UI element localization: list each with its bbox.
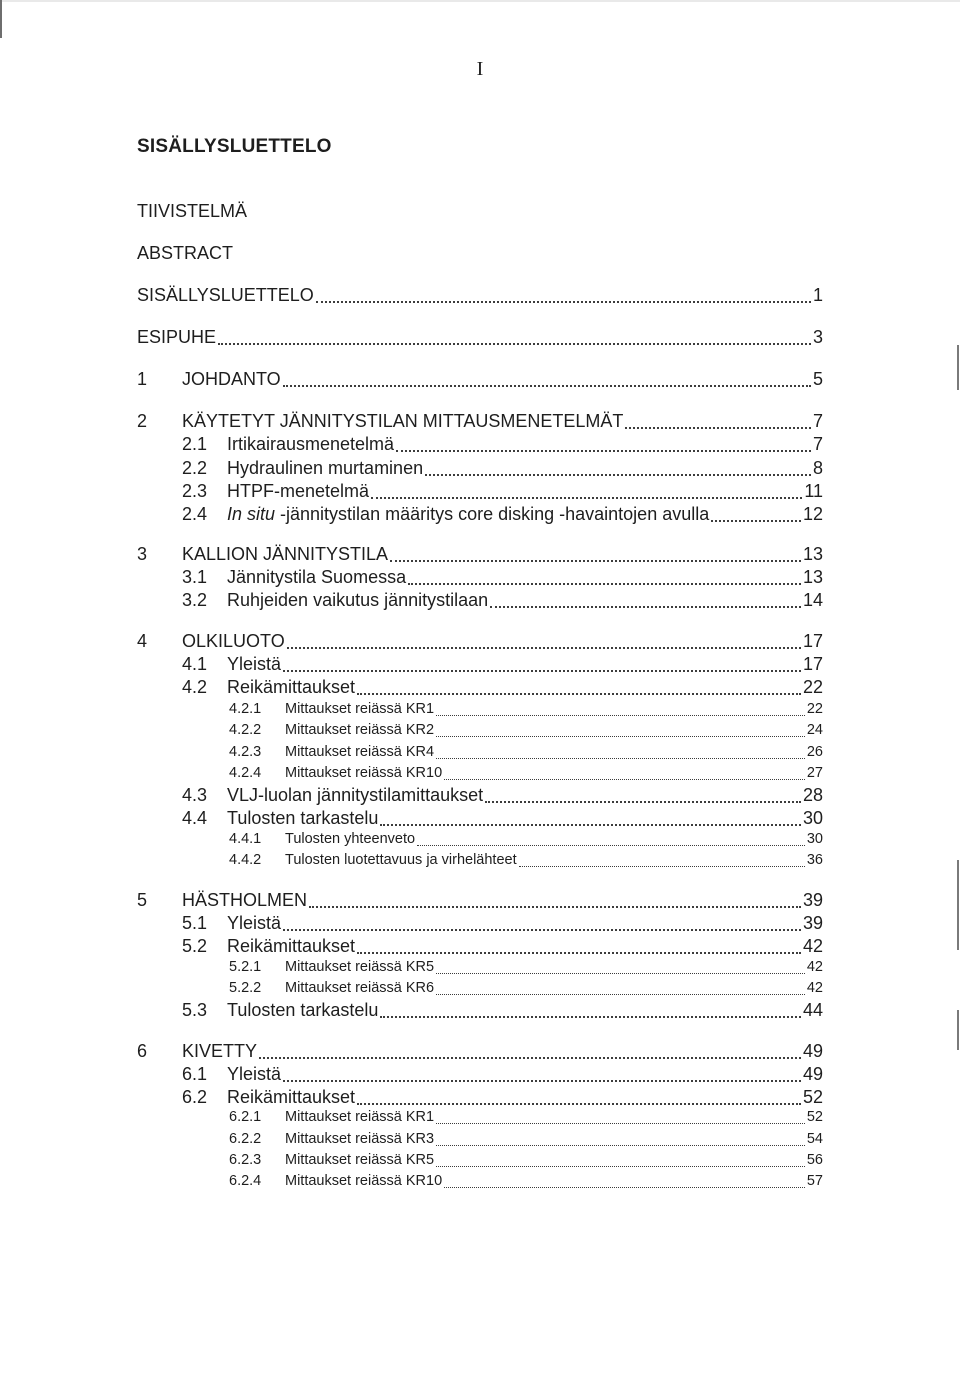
toc-entry-level-2[interactable]	[137, 785, 823, 809]
toc-entry-level-3[interactable]	[137, 831, 823, 851]
page-number: I	[476, 58, 484, 80]
toc-entry-title-text: Yleistä	[227, 913, 282, 933]
toc-entry-page: 42	[802, 936, 823, 956]
dot-leader	[436, 1145, 805, 1146]
toc-entry-number: 4.2.2	[229, 722, 262, 738]
toc-entry-number: 4.4.1	[229, 831, 262, 847]
toc-entry-level-3[interactable]	[137, 1173, 823, 1193]
toc-entry-title-text: Irtikairausmenetelmä	[227, 434, 395, 454]
toc-entry-title: ESIPUHE	[137, 327, 217, 347]
toc-entry-title-text: KALLION JÄNNITYSTILA	[182, 544, 389, 564]
toc-entry-title: ABSTRACT	[137, 243, 234, 263]
toc-entry-number: 3.2	[182, 590, 208, 610]
toc-entry-level-3[interactable]	[137, 701, 823, 721]
toc-entry-page: 17	[802, 654, 823, 674]
toc-entry-level-3[interactable]	[137, 980, 823, 1000]
toc-entry-title-text: Mittaukset reiässä KR10	[285, 1173, 443, 1189]
dot-leader	[357, 693, 801, 695]
toc-entry-number: 5.1	[182, 913, 208, 933]
toc-entry-title	[285, 831, 415, 847]
dot-leader	[380, 1016, 801, 1018]
dot-leader	[425, 474, 811, 476]
toc-entry-level-3[interactable]	[137, 1131, 823, 1151]
toc-entry-number: 4.4.2	[229, 852, 262, 868]
toc-entry-number: 2.4	[182, 504, 208, 524]
toc-entry-title-text: Mittaukset reiässä KR5	[285, 959, 435, 975]
toc-entry-number: 2.2	[182, 458, 208, 478]
toc-entry-front-matter[interactable]	[137, 243, 823, 267]
dot-leader	[309, 906, 801, 908]
toc-entry-number: 6.2.4	[229, 1173, 262, 1189]
toc-entry-number: 6.1	[182, 1064, 208, 1084]
toc-entry-title	[227, 1000, 378, 1021]
toc-entry-title-text: KÄYTETYT JÄNNITYSTILAN MITTAUSMENETELMÄT	[182, 411, 624, 431]
dot-leader	[436, 736, 805, 737]
toc-entry-level-2[interactable]	[137, 1087, 823, 1111]
dot-leader	[259, 1057, 801, 1059]
toc-entry-page: 17	[802, 631, 823, 651]
dot-leader	[380, 824, 801, 826]
toc-entry-number: 3.1	[182, 567, 208, 587]
toc-entry-title: SISÄLLYSLUETTELO	[137, 285, 314, 305]
toc-entry-title	[227, 434, 394, 455]
scan-left-edge	[0, 0, 2, 38]
toc-entry-front-matter[interactable]	[137, 201, 823, 225]
toc-entry-title-text: Tulosten luotettavuus ja virhelähteet	[285, 852, 517, 868]
toc-entry-number: 6.2.3	[229, 1152, 262, 1168]
toc-entry-title	[227, 808, 378, 829]
toc-entry-title-text: Mittaukset reiässä KR10	[285, 765, 443, 781]
toc-entry-title-text: Mittaukset reiässä KR4	[285, 744, 435, 760]
dot-leader	[519, 866, 805, 867]
toc-entry-number: 2	[137, 411, 148, 431]
toc-entry-page: 12	[802, 504, 823, 524]
toc-entry-title-text: OLKILUOTO	[182, 631, 285, 651]
toc-entry-level-2[interactable]	[137, 590, 823, 614]
dot-leader	[436, 758, 805, 759]
toc-entry-page: 22	[802, 677, 823, 697]
toc-entry-level-2[interactable]	[137, 1000, 823, 1024]
toc-entry-title-text: KIVETTY	[182, 1041, 258, 1061]
toc-entry-title	[285, 1131, 434, 1147]
toc-entry-number: 4.1	[182, 654, 208, 674]
toc-entry-number: 2.1	[182, 434, 208, 454]
toc-entry-page: 39	[802, 890, 823, 910]
toc-entry-title	[227, 785, 483, 806]
toc-entry-title-text: Mittaukset reiässä KR1	[285, 701, 435, 717]
toc-entry-number: 4.2	[182, 677, 208, 697]
dot-leader	[408, 583, 801, 585]
toc-entry-number: 3	[137, 544, 148, 564]
toc-entry-page: 14	[802, 590, 823, 610]
toc-entry-page: 5	[812, 369, 823, 389]
toc-entry-number: 5.3	[182, 1000, 208, 1020]
dot-leader	[283, 670, 801, 672]
dot-leader	[316, 301, 811, 303]
toc-entry-level-1[interactable]	[137, 631, 823, 655]
toc-entry-title	[182, 1041, 257, 1062]
toc-entry-title	[285, 722, 434, 738]
toc-entry-title	[227, 567, 406, 588]
toc-entry-title	[182, 631, 285, 652]
toc-entry-title-text: Mittaukset reiässä KR6	[285, 980, 435, 996]
dot-leader	[436, 994, 805, 995]
dot-leader	[218, 343, 811, 345]
toc-entry-title-text: Tulosten tarkastelu	[227, 808, 379, 828]
toc-entry-number: 5.2.2	[229, 980, 262, 996]
toc-entry-number: 4.2.4	[229, 765, 262, 781]
toc-entry-page: 52	[802, 1087, 823, 1107]
toc-entry-title-text: Ruhjeiden vaikutus jännitystilaan	[227, 590, 489, 610]
scan-right-edge	[957, 860, 959, 950]
toc-entry-title	[227, 1087, 355, 1108]
toc-entry-title-text: Mittaukset reiässä KR1	[285, 1109, 435, 1125]
dot-leader	[711, 520, 801, 522]
toc-entry-title	[182, 411, 623, 432]
toc-entry-title	[182, 369, 281, 390]
toc-entry-page: 57	[806, 1173, 823, 1189]
toc-entry-title	[285, 701, 434, 717]
toc-entry-number: 5	[137, 890, 148, 910]
toc-entry-level-3[interactable]	[137, 959, 823, 979]
toc-entry-title	[227, 913, 281, 934]
toc-entry-title-text: VLJ-luolan jännitystilamittaukset	[227, 785, 484, 805]
toc-entry-page: 24	[806, 722, 823, 738]
toc-entry-title	[285, 765, 442, 781]
dot-leader	[417, 845, 805, 846]
toc-entry-number: 6.2.2	[229, 1131, 262, 1147]
toc-entry-title-text: Reikämittaukset	[227, 936, 356, 956]
toc-entry-number: 4.3	[182, 785, 208, 805]
toc-entry-level-2[interactable]	[137, 913, 823, 937]
toc-entry-number: 4.2.1	[229, 701, 262, 717]
toc-entry-title-text: HTPF-menetelmä	[227, 481, 370, 501]
toc-entry-level-1[interactable]	[137, 1041, 823, 1065]
dot-leader	[396, 450, 811, 452]
dot-leader	[287, 647, 801, 649]
dot-leader	[625, 427, 811, 429]
toc-entry-title-text: Mittaukset reiässä KR3	[285, 1131, 435, 1147]
toc-entry-page: 30	[802, 808, 823, 828]
toc-entry-page: 27	[806, 765, 823, 781]
toc-entry-title	[182, 890, 307, 911]
toc-entry-page: 44	[802, 1000, 823, 1020]
toc-entry-title-text: HÄSTHOLMEN	[182, 890, 308, 910]
toc-entry-level-2[interactable]	[137, 458, 823, 482]
toc-entry-page: 56	[806, 1152, 823, 1168]
dot-leader	[436, 715, 805, 716]
dot-leader	[390, 560, 801, 562]
toc-entry-title-text: Tulosten yhteenveto	[285, 831, 416, 847]
dot-leader	[444, 779, 805, 780]
toc-entry-title-text: Reikämittaukset	[227, 1087, 356, 1107]
toc-entry-number: 5.2.1	[229, 959, 262, 975]
scan-right-edge	[957, 345, 959, 390]
toc-entry-title-text: Mittaukset reiässä KR2	[285, 722, 435, 738]
toc-entry-title-text: Yleistä	[227, 1064, 282, 1084]
toc-entry-page: 26	[806, 744, 823, 760]
toc-entry-title	[285, 1173, 442, 1189]
toc-entry-level-2[interactable]	[137, 434, 823, 458]
toc-entry-level-2[interactable]	[137, 808, 823, 832]
toc-entry-title: TIIVISTELMÄ	[137, 201, 248, 221]
toc-entry-title	[227, 481, 369, 502]
dot-leader	[436, 1166, 805, 1167]
toc-entry-title-text: Tulosten tarkastelu	[227, 1000, 379, 1020]
dot-leader	[436, 973, 805, 974]
toc-entry-page: 54	[806, 1131, 823, 1147]
toc-entry-level-2[interactable]	[137, 481, 823, 505]
toc-entry-number: 6	[137, 1041, 148, 1061]
toc-entry-title	[285, 959, 434, 975]
toc-entry-level-2[interactable]	[137, 567, 823, 591]
toc-entry-title	[285, 980, 434, 996]
toc-entry-title-text: Jännitystila Suomessa	[227, 567, 407, 587]
toc-entry-title	[227, 936, 355, 957]
toc-entry-page: 49	[802, 1041, 823, 1061]
toc-entry-level-2[interactable]	[137, 654, 823, 678]
toc-entry-number: 6.2.1	[229, 1109, 262, 1125]
toc-entry-level-1[interactable]	[137, 544, 823, 568]
dot-leader	[371, 497, 802, 499]
toc-entry-title-text: Reikämittaukset	[227, 677, 356, 697]
dot-leader	[283, 385, 811, 387]
dot-leader	[444, 1187, 805, 1188]
toc-entry-title-text: Mittaukset reiässä KR5	[285, 1152, 435, 1168]
toc-entry-page: 7	[812, 411, 823, 431]
toc-entry-level-2[interactable]	[137, 936, 823, 960]
toc-entry-level-3[interactable]	[137, 852, 823, 872]
dot-leader	[357, 1103, 801, 1105]
toc-entry-page: 8	[812, 458, 823, 478]
toc-entry-title	[285, 1109, 434, 1125]
toc-entry-number: 4.2.3	[229, 744, 262, 760]
toc-entry-title-text: Hydraulinen murtaminen	[227, 458, 424, 478]
toc-entry-page: 30	[806, 831, 823, 847]
toc-entry-page: 3	[812, 327, 823, 347]
toc-entry-title	[227, 504, 709, 525]
toc-entry-page: 49	[802, 1064, 823, 1084]
toc-entry-title-text: JOHDANTO	[182, 369, 281, 389]
toc-entry-page: 7	[812, 434, 823, 454]
toc-entry-page: 52	[806, 1109, 823, 1125]
toc-entry-page: 28	[802, 785, 823, 805]
toc-entry-title-italic: In situ	[227, 504, 276, 524]
toc-entry-title	[227, 677, 355, 698]
toc-entry-level-2[interactable]	[137, 1064, 823, 1088]
toc-entry-title	[227, 458, 423, 479]
toc-entry-title	[285, 744, 434, 760]
toc-entry-page: 13	[802, 567, 823, 587]
toc-entry-number: 5.2	[182, 936, 208, 956]
toc-entry-title	[227, 1064, 281, 1085]
toc-entry-level-2[interactable]	[137, 504, 823, 528]
toc-entry-number: 4.4	[182, 808, 208, 828]
toc-entry-page: 13	[802, 544, 823, 564]
toc-entry-level-3[interactable]	[137, 765, 823, 785]
toc-entry-level-3[interactable]	[137, 1152, 823, 1172]
toc-entry-page: 11	[804, 481, 823, 501]
toc-entry-level-2[interactable]	[137, 677, 823, 701]
toc-entry-level-3[interactable]	[137, 722, 823, 742]
dot-leader	[283, 1080, 801, 1082]
toc-entry-title-text: Yleistä	[227, 654, 282, 674]
toc-entry-number: 2.3	[182, 481, 208, 501]
toc-entry-level-1[interactable]	[137, 369, 823, 393]
dot-leader	[436, 1123, 805, 1124]
toc-entry-level-3[interactable]	[137, 1109, 823, 1129]
scan-right-edge	[957, 1010, 959, 1050]
toc-entry-page: 36	[806, 852, 823, 868]
toc-entry-front-matter[interactable]	[137, 327, 823, 351]
toc-entry-title	[285, 1152, 434, 1168]
toc-entry-level-1[interactable]	[137, 890, 823, 914]
toc-entry-number: 6.2	[182, 1087, 208, 1107]
toc-entry-number: 4	[137, 631, 148, 651]
page-title: SISÄLLYSLUETTELO	[137, 136, 332, 157]
toc-entry-title	[227, 590, 488, 611]
toc-entry-title-text: -jännitystilan määritys core disking -havaintojen avulla	[275, 504, 710, 524]
toc-entry-title	[227, 654, 281, 675]
dot-leader	[357, 952, 801, 954]
toc-entry-title	[285, 852, 517, 868]
dot-leader	[283, 929, 801, 931]
toc-entry-page: 1	[812, 285, 823, 305]
scan-top-edge	[0, 0, 960, 2]
toc-entry-level-1[interactable]	[137, 411, 823, 435]
toc-entry-level-3[interactable]	[137, 744, 823, 764]
toc-entry-page: 42	[806, 980, 823, 996]
dot-leader	[485, 801, 801, 803]
toc-entry-title	[182, 544, 388, 565]
toc-entry-page: 42	[806, 959, 823, 975]
toc-entry-page: 22	[806, 701, 823, 717]
toc-entry-number: 1	[137, 369, 148, 389]
toc-entry-front-matter[interactable]	[137, 285, 823, 309]
toc-entry-page: 39	[802, 913, 823, 933]
dot-leader	[490, 606, 801, 608]
